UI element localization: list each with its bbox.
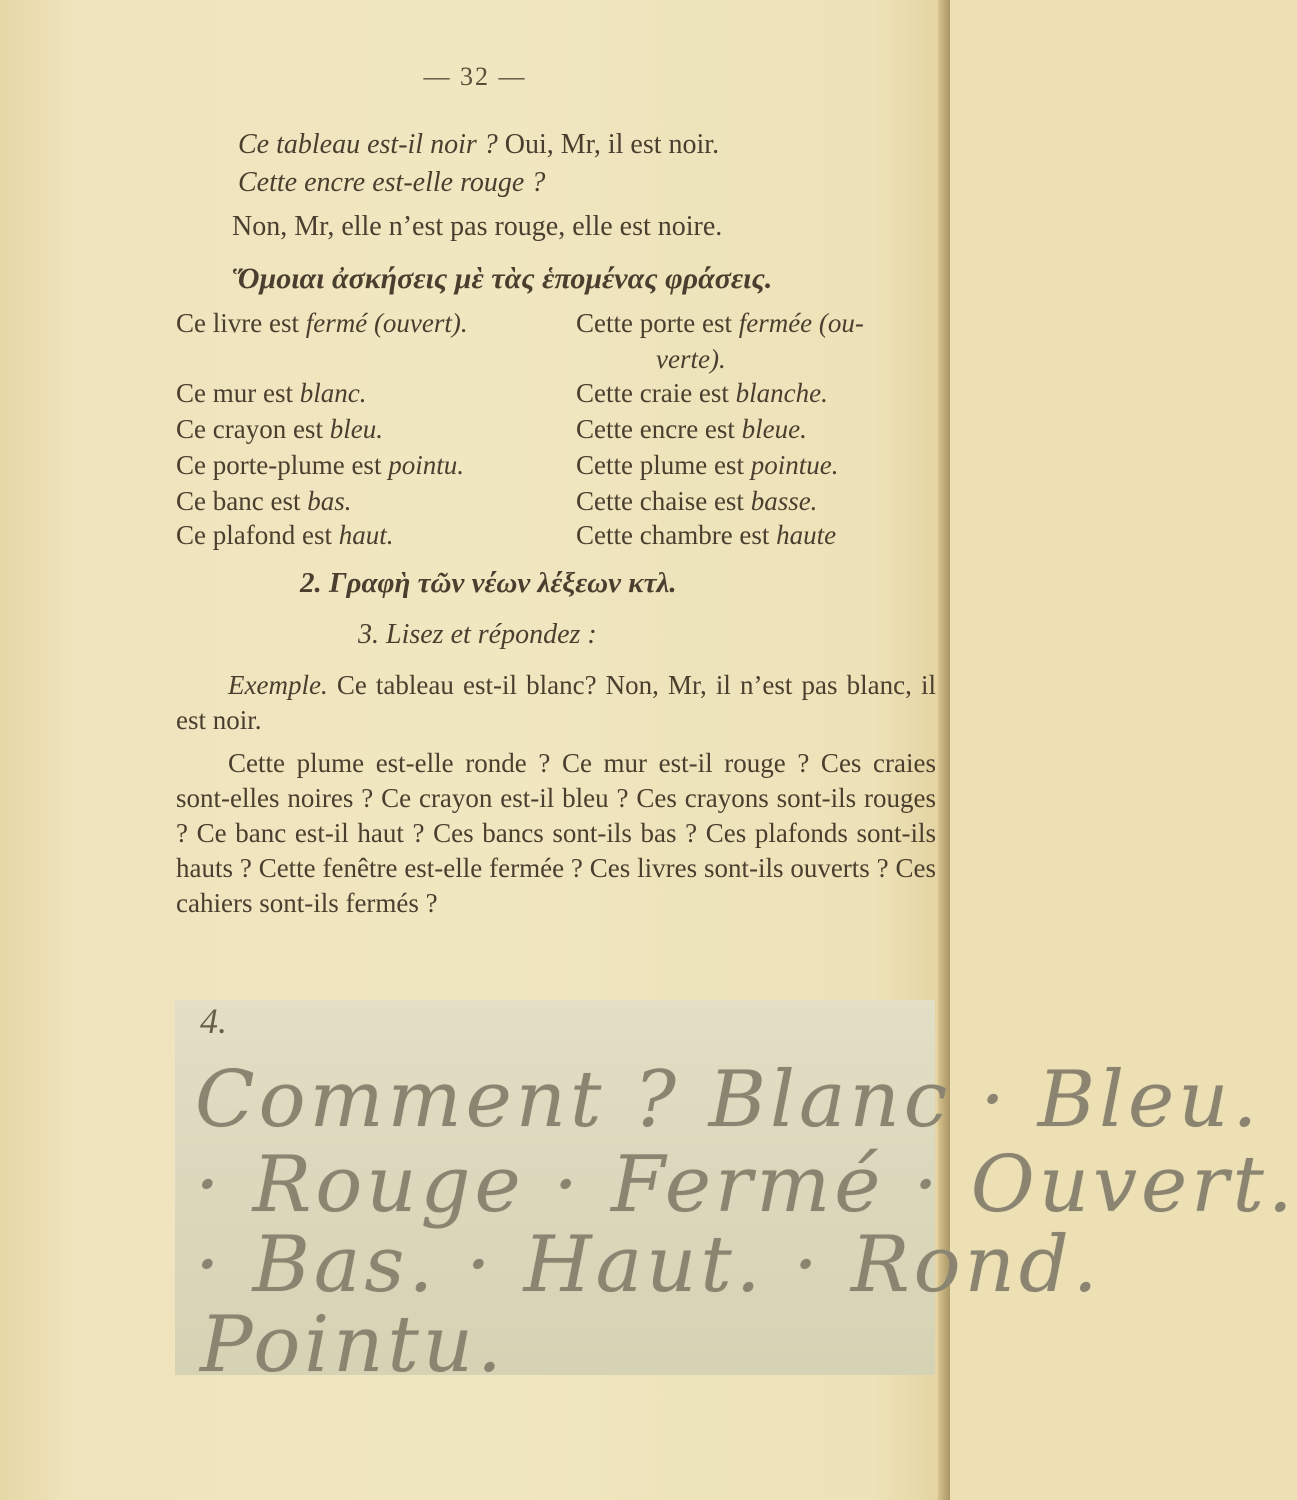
pair-right-0	[576, 308, 864, 339]
pair-right-text: Cette chambre est	[576, 520, 777, 550]
pair-right-adjective: verte).	[656, 344, 726, 374]
pair-right-text: Cette porte est	[576, 308, 739, 338]
pair-left-4	[176, 450, 464, 481]
pair-right-1	[656, 344, 726, 375]
script-line-2: · Rouge · Fermé · Ouvert.	[195, 1140, 1297, 1230]
pair-right-2	[576, 378, 828, 409]
pair-right-adjective: haute	[776, 520, 837, 550]
pair-left-text: Ce crayon est	[176, 414, 330, 444]
intro-answer-1: Oui, Mr, il est noir.	[497, 129, 720, 160]
script-line-4: Pointu.	[200, 1300, 506, 1390]
pair-right-text: Cette craie est	[576, 378, 736, 408]
pair-left-6	[176, 520, 393, 551]
pair-right-6	[576, 520, 836, 551]
pair-left-5	[176, 486, 351, 517]
pair-left-adjective: fermé (ouvert).	[305, 308, 468, 338]
pair-left-3	[176, 414, 383, 445]
pair-left-text: Ce banc est	[176, 486, 308, 516]
pair-right-adjective: basse.	[750, 486, 818, 516]
pair-left-text: Ce mur est	[176, 378, 300, 408]
heading-greek-writing: 2. Γραφὴ τῶν νέων λέξεων κτλ.	[300, 567, 677, 599]
questions-paragraph: Cette plume est-elle ronde ? Ce mur est-il rouge ? Ces craies sont-elles noires ? Ce crayon est-il bleu ? Ces crayons sont-ils rouges ? Ce banc est-il haut ? Ces bancs sont-ils bas ? Ces plafonds sont-ils hauts ? Cette fenêtre est-elle fermée ? Ces livres sont-ils ouverts ? Ces cahiers sont-ils fermés ?	[176, 748, 936, 918]
pair-right-adjective: blanche.	[735, 378, 828, 408]
pair-left-0	[176, 308, 468, 339]
example-label: Exemple.	[228, 670, 328, 700]
page-number: — 32 —	[423, 62, 527, 91]
pair-right-text: Cette encre est	[576, 414, 742, 444]
intro-line-3: Non, Mr, elle n’est pas rouge, elle est noire.	[232, 211, 723, 242]
intro-question-1: Ce tableau est-il noir ?	[238, 129, 498, 160]
intro-line-2: Cette encre est-elle rouge ?	[238, 167, 546, 198]
script-line-3: · Bas. · Haut. · Rond.	[195, 1220, 1102, 1310]
pair-left-adjective: blanc.	[299, 378, 367, 408]
pair-right-3	[576, 414, 807, 445]
section-4-number: 4.	[200, 1001, 227, 1041]
pair-right-adjective: bleue.	[741, 414, 807, 444]
pair-left-text: Ce livre est	[176, 308, 306, 338]
pair-left-text: Ce porte-plume est	[176, 450, 389, 480]
pair-right-4	[576, 450, 838, 481]
pair-right-adjective: pointue.	[750, 450, 839, 480]
pair-left-adjective: haut.	[338, 520, 394, 550]
pair-left-2	[176, 378, 366, 409]
script-line-1: Comment ? Blanc · Bleu.	[195, 1055, 1262, 1145]
pair-left-adjective: bas.	[307, 486, 352, 516]
heading-greek-exercises: Ὅμοιαι ἀσκήσεις μὲ τὰς ἑπομένας φράσεις.	[232, 262, 773, 295]
heading-read-answer: 3. Lisez et répondez :	[358, 619, 597, 650]
pair-right-5	[576, 486, 817, 517]
pair-left-adjective: pointu.	[388, 450, 464, 480]
example-paragraph	[176, 668, 936, 738]
pair-left-adjective: bleu.	[329, 414, 383, 444]
pair-left-text: Ce plafond est	[176, 520, 339, 550]
pair-right-adjective: fermée (ou-	[738, 308, 864, 338]
intro-line-1	[238, 128, 719, 162]
pair-right-text: Cette chaise est	[576, 486, 751, 516]
example-text: Ce tableau est-il blanc? Non, Mr, il n’est pas blanc, il est noir.	[176, 670, 936, 735]
pair-right-text: Cette plume est	[576, 450, 751, 480]
